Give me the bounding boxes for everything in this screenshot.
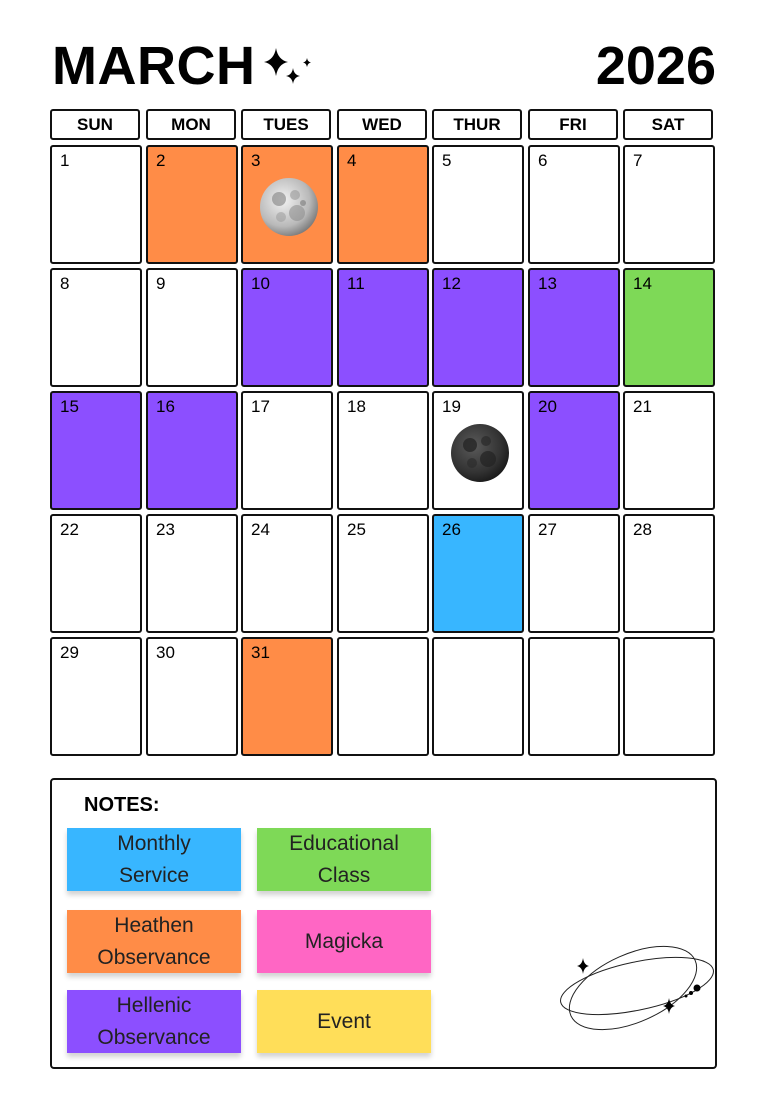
month-title: MARCH	[52, 36, 256, 96]
legend-label-line2: Observance	[97, 1025, 211, 1049]
day-cell-9[interactable]	[146, 268, 238, 387]
day-cell-18[interactable]	[337, 391, 429, 510]
day-cell-16[interactable]	[146, 391, 238, 510]
day-cell-27[interactable]	[528, 514, 620, 633]
weekday-thur: THUR	[432, 109, 522, 140]
weekday-sat: SAT	[623, 109, 713, 140]
day-number: 7	[633, 151, 643, 170]
day-cell-7[interactable]	[623, 145, 715, 264]
legend-label-line2: Service	[118, 863, 190, 887]
day-number: 21	[633, 397, 652, 416]
day-number: 14	[633, 274, 652, 293]
day-cell-15[interactable]	[50, 391, 142, 510]
day-number: 18	[347, 397, 366, 416]
legend-hellenic	[67, 990, 241, 1053]
day-number: 9	[156, 274, 166, 293]
legend-label-line1: Magicka	[304, 929, 384, 953]
day-cell-28[interactable]	[623, 514, 715, 633]
day-cell-4[interactable]	[337, 145, 429, 264]
day-number: 31	[251, 643, 270, 662]
day-number: 6	[538, 151, 548, 170]
day-number: 17	[251, 397, 270, 416]
weekday-sun: SUN	[50, 109, 140, 140]
legend-label-line1: Heathen	[114, 913, 194, 937]
day-number: 15	[60, 397, 79, 416]
day-cell-17[interactable]	[241, 391, 333, 510]
day-number: 10	[251, 274, 270, 293]
day-cell-22[interactable]	[50, 514, 142, 633]
day-cell-26[interactable]	[432, 514, 524, 633]
day-number: 25	[347, 520, 366, 539]
empty-cell	[623, 637, 715, 756]
legend-label-line1: Monthly	[117, 831, 191, 855]
day-cell-20[interactable]	[528, 391, 620, 510]
day-cell-25[interactable]	[337, 514, 429, 633]
day-number: 12	[442, 274, 461, 293]
day-cell-8[interactable]	[50, 268, 142, 387]
day-cell-30[interactable]	[146, 637, 238, 756]
weekday-fri: FRI	[528, 109, 618, 140]
orbit-icon	[549, 920, 719, 1050]
day-number: 16	[156, 397, 175, 416]
day-number: 22	[60, 520, 79, 539]
notes-panel	[50, 778, 717, 1069]
day-cell-5[interactable]	[432, 145, 524, 264]
day-cell-21[interactable]	[623, 391, 715, 510]
day-number: 23	[156, 520, 175, 539]
legend-educational	[257, 828, 431, 891]
legend-label-line1: Educational	[289, 831, 399, 855]
day-number: 24	[251, 520, 270, 539]
day-cell-10[interactable]	[241, 268, 333, 387]
day-number: 4	[347, 151, 357, 170]
day-number: 11	[347, 274, 365, 293]
day-cell-24[interactable]	[241, 514, 333, 633]
year-title: 2026	[595, 36, 716, 96]
day-number: 19	[442, 397, 461, 416]
weekday-tues: TUES	[241, 109, 331, 140]
day-cell-19[interactable]	[432, 391, 524, 510]
empty-cell	[337, 637, 429, 756]
day-number: 29	[60, 643, 79, 662]
day-cell-6[interactable]	[528, 145, 620, 264]
empty-cell	[432, 637, 524, 756]
day-cell-1[interactable]	[50, 145, 142, 264]
weekday-wed: WED	[337, 109, 427, 140]
legend-label-line2: Class	[317, 863, 371, 887]
day-number: 1	[60, 151, 70, 170]
weekday-mon: MON	[146, 109, 236, 140]
legend-label-line2: Observance	[97, 945, 211, 969]
day-number: 20	[538, 397, 557, 416]
legend-label-line1: Event	[317, 1009, 371, 1033]
day-number: 30	[156, 643, 175, 662]
day-cell-14[interactable]	[623, 268, 715, 387]
sparkle-icon	[262, 44, 318, 90]
day-cell-3[interactable]	[241, 145, 333, 264]
day-number: 28	[633, 520, 652, 539]
legend-magicka	[257, 910, 431, 973]
day-cell-29[interactable]	[50, 637, 142, 756]
day-number: 27	[538, 520, 557, 539]
full-moon-icon	[259, 177, 319, 237]
legend-monthly	[67, 828, 241, 891]
empty-cell	[528, 637, 620, 756]
day-number: 26	[442, 520, 461, 539]
day-cell-12[interactable]	[432, 268, 524, 387]
day-cell-2[interactable]	[146, 145, 238, 264]
day-cell-13[interactable]	[528, 268, 620, 387]
legend-label-line1: Hellenic	[116, 993, 192, 1017]
day-number: 3	[251, 151, 261, 170]
new-moon-icon	[450, 423, 510, 483]
day-cell-31[interactable]	[241, 637, 333, 756]
legend-heathen	[67, 910, 241, 973]
day-number: 8	[60, 274, 70, 293]
day-cell-11[interactable]	[337, 268, 429, 387]
day-number: 2	[156, 151, 166, 170]
notes-title: NOTES:	[84, 794, 160, 816]
day-cell-23[interactable]	[146, 514, 238, 633]
day-number: 13	[538, 274, 557, 293]
legend-event	[257, 990, 431, 1053]
day-number: 5	[442, 151, 452, 170]
